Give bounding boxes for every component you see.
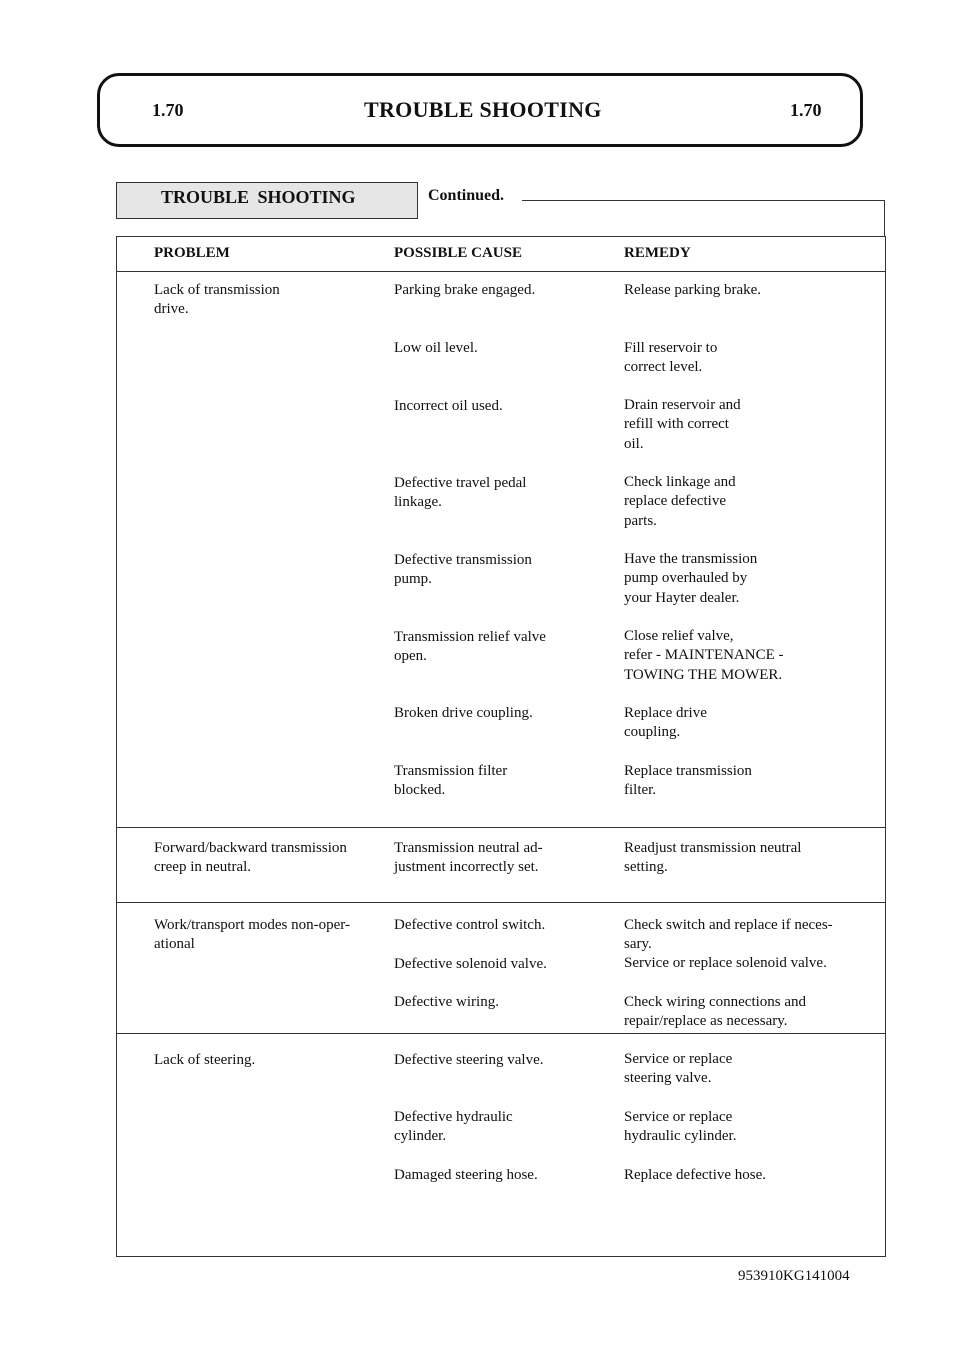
remedy-cell: Service or replace steering valve. [624, 1051, 733, 1087]
cause-cell: Transmission filter blocked. [394, 763, 508, 799]
cause-cell: Defective steering valve. [394, 1052, 544, 1068]
remedy-cell: Check wiring connections and repair/replace as necessary. [624, 994, 807, 1030]
column-header-problem: PROBLEM [154, 245, 230, 261]
column-header-cause: POSSIBLE CAUSE [394, 245, 522, 261]
cause-cell: Defective hydraulic cylinder. [394, 1109, 513, 1145]
remedy-cell: Replace transmission filter. [624, 763, 752, 799]
header-divider [117, 271, 885, 272]
document-code: 953910KG141004 [738, 1268, 850, 1284]
remedy-cell: Check switch and replace if neces- sary. [624, 917, 833, 953]
group-divider [117, 827, 885, 828]
section-number-left: 1.70 [152, 100, 184, 120]
group-divider [117, 1033, 885, 1034]
remedy-cell: Release parking brake. [624, 282, 762, 298]
cause-cell: Transmission neutral ad- justment incorrectly set. [394, 840, 543, 876]
continued-rule [522, 200, 885, 201]
remedy-cell: Replace defective hose. [624, 1167, 767, 1183]
cause-cell: Defective solenoid valve. [394, 956, 547, 972]
cause-cell: Damaged steering hose. [394, 1167, 538, 1183]
group-divider [117, 902, 885, 903]
cause-cell: Broken drive coupling. [394, 705, 533, 721]
section-tab-label: TROUBLE SHOOTING [161, 187, 356, 207]
remedy-cell: Fill reservoir to correct level. [624, 340, 718, 376]
cause-cell: Defective control switch. [394, 917, 546, 933]
remedy-cell: Service or replace hydraulic cylinder. [624, 1109, 737, 1145]
section-number-right: 1.70 [790, 100, 822, 120]
trouble-shooting-table [116, 236, 886, 1257]
table-top-border [884, 200, 885, 237]
remedy-cell: Service or replace solenoid valve. [624, 955, 827, 971]
remedy-cell: Have the transmission pump overhauled by your Hayter dealer. [624, 551, 758, 606]
remedy-cell: Readjust transmission neutral setting. [624, 840, 802, 876]
column-header-remedy: REMEDY [624, 245, 691, 261]
section-tab [116, 182, 418, 219]
remedy-cell: Drain reservoir and refill with correct oil. [624, 397, 741, 452]
cause-cell: Parking brake engaged. [394, 282, 536, 298]
page-title: TROUBLE SHOOTING [364, 97, 602, 122]
problem-cell: Forward/backward transmission creep in neutral. [154, 840, 347, 876]
remedy-cell: Close relief valve, refer - MAINTENANCE - TOWING THE MOWER. [624, 628, 784, 683]
problem-cell: Lack of transmission drive. [154, 282, 280, 318]
cause-cell: Defective travel pedal linkage. [394, 475, 527, 511]
cause-cell: Defective wiring. [394, 994, 499, 1010]
remedy-cell: Replace drive coupling. [624, 705, 707, 741]
remedy-cell: Check linkage and replace defective parts. [624, 474, 736, 529]
cause-cell: Defective transmission pump. [394, 552, 532, 588]
cause-cell: Transmission relief valve open. [394, 629, 546, 665]
cause-cell: Incorrect oil used. [394, 398, 503, 414]
cause-cell: Low oil level. [394, 340, 478, 356]
problem-cell: Lack of steering. [154, 1052, 256, 1068]
continued-label: Continued. [428, 187, 505, 204]
problem-cell: Work/transport modes non-oper- ational [154, 917, 350, 953]
